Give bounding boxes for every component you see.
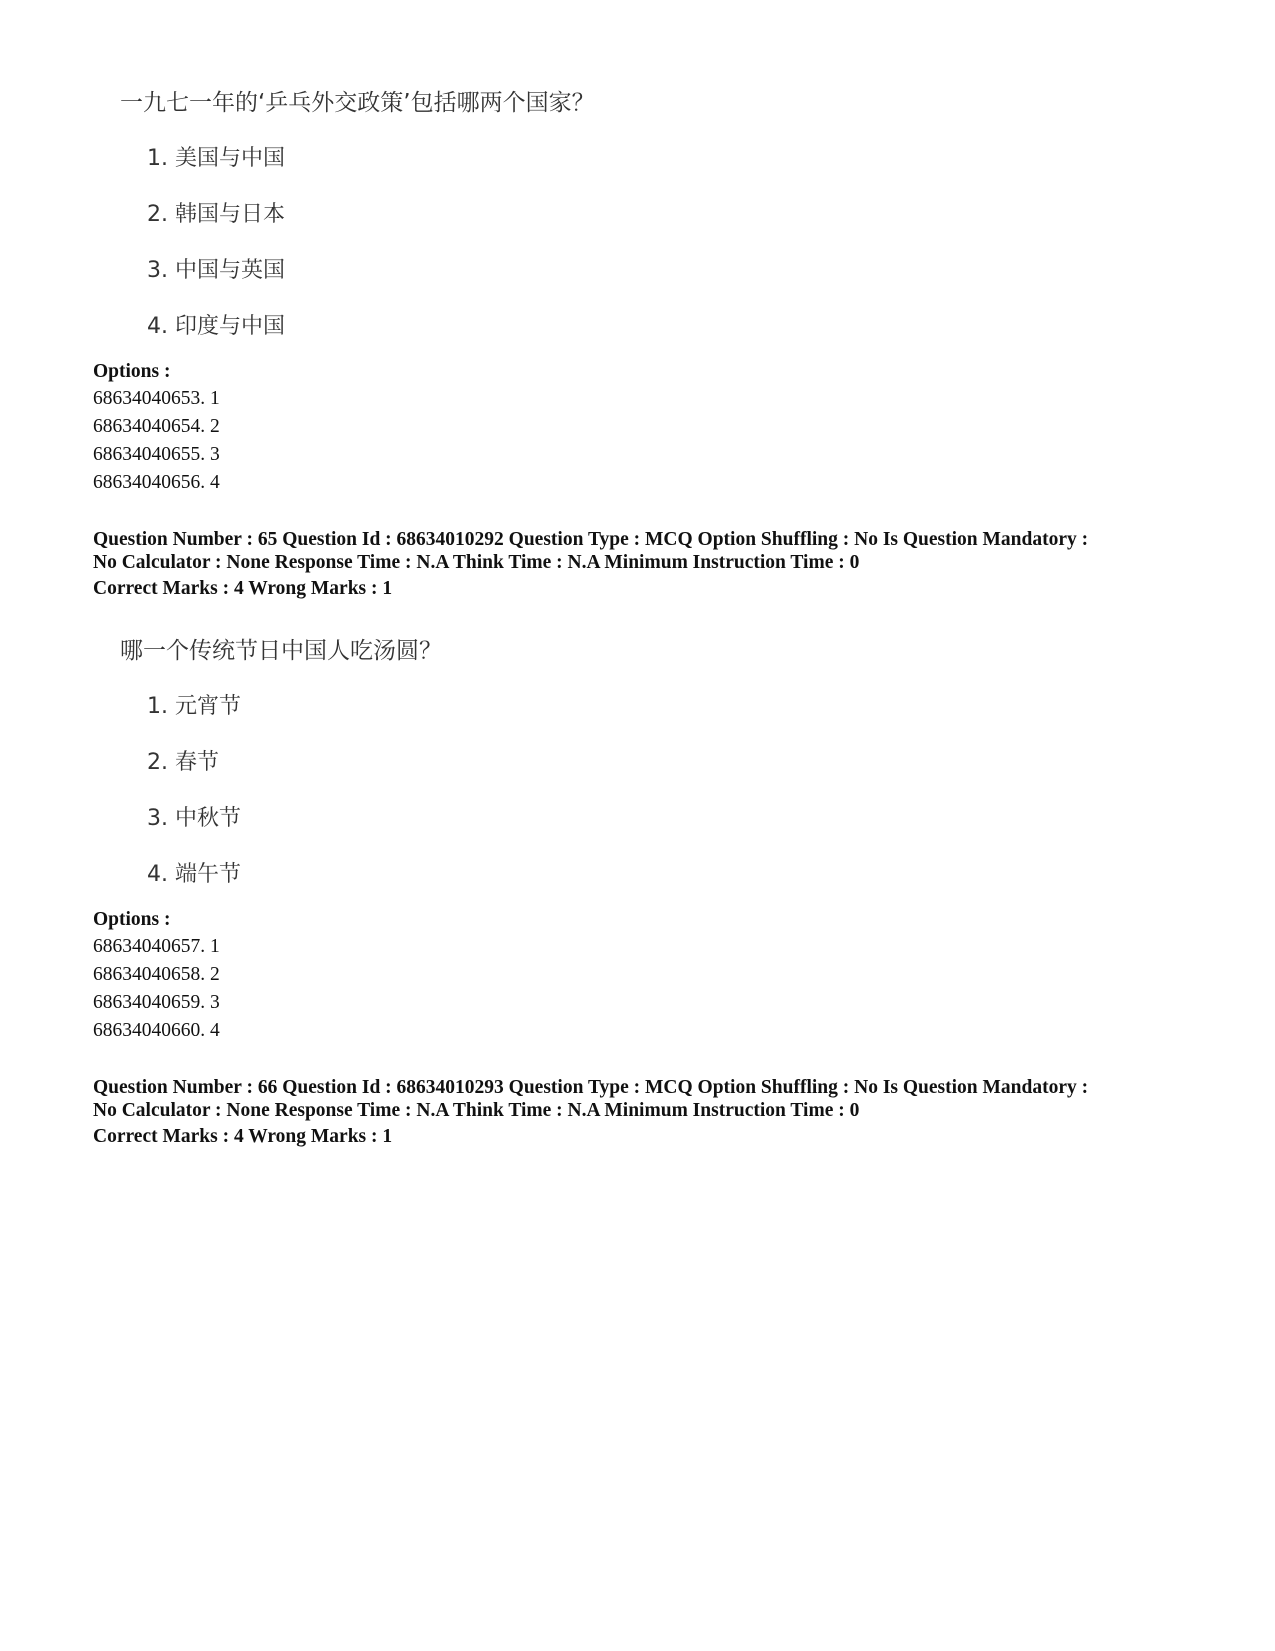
question-stem: 一九七一年的‘乒乓外交政策’包括哪两个国家？ xyxy=(120,90,595,116)
choice-1: 1. 美国与中国 xyxy=(147,146,285,171)
option-line-4: 68634040660. 4 xyxy=(93,1020,220,1041)
choice-3: 3. 中秋节 xyxy=(147,806,241,831)
option-line-4: 68634040656. 4 xyxy=(93,472,220,493)
choice-2: 2. 春节 xyxy=(147,750,219,775)
choice-3: 3. 中国与英国 xyxy=(147,258,285,283)
question-meta-line-2: No Calculator : None Response Time : N.A Think Time : N.A Minimum Instruction Time : 0 xyxy=(93,1100,860,1121)
choice-2: 2. 韩国与日本 xyxy=(147,202,285,227)
option-line-3: 68634040655. 3 xyxy=(93,444,220,465)
question-meta-line-1: Question Number : 66 Question Id : 68634010293 Question Type : MCQ Option Shuffling : No Is Question Mandatory : xyxy=(93,1077,1089,1098)
option-line-2: 68634040658. 2 xyxy=(93,964,220,985)
option-line-1: 68634040657. 1 xyxy=(93,936,220,957)
options-label: Options : xyxy=(93,909,171,930)
choice-1: 1. 元宵节 xyxy=(147,694,241,719)
question-meta-line-1: Question Number : 65 Question Id : 68634010292 Question Type : MCQ Option Shuffling : No Is Question Mandatory : xyxy=(93,529,1089,550)
option-line-2: 68634040654. 2 xyxy=(93,416,220,437)
question-meta xyxy=(93,1076,1203,1122)
marks-line: Correct Marks : 4 Wrong Marks : 1 xyxy=(93,578,393,599)
choice-4: 4. 端午节 xyxy=(147,862,241,887)
options-label: Options : xyxy=(93,361,171,382)
question-meta-line-2: No Calculator : None Response Time : N.A Think Time : N.A Minimum Instruction Time : 0 xyxy=(93,552,860,573)
question-meta xyxy=(93,528,1203,574)
marks-line: Correct Marks : 4 Wrong Marks : 1 xyxy=(93,1126,393,1147)
choice-4: 4. 印度与中国 xyxy=(147,314,285,339)
option-line-1: 68634040653. 1 xyxy=(93,388,220,409)
option-line-3: 68634040659. 3 xyxy=(93,992,220,1013)
question-stem: 哪一个传统节日中国人吃汤圆？ xyxy=(120,638,442,664)
